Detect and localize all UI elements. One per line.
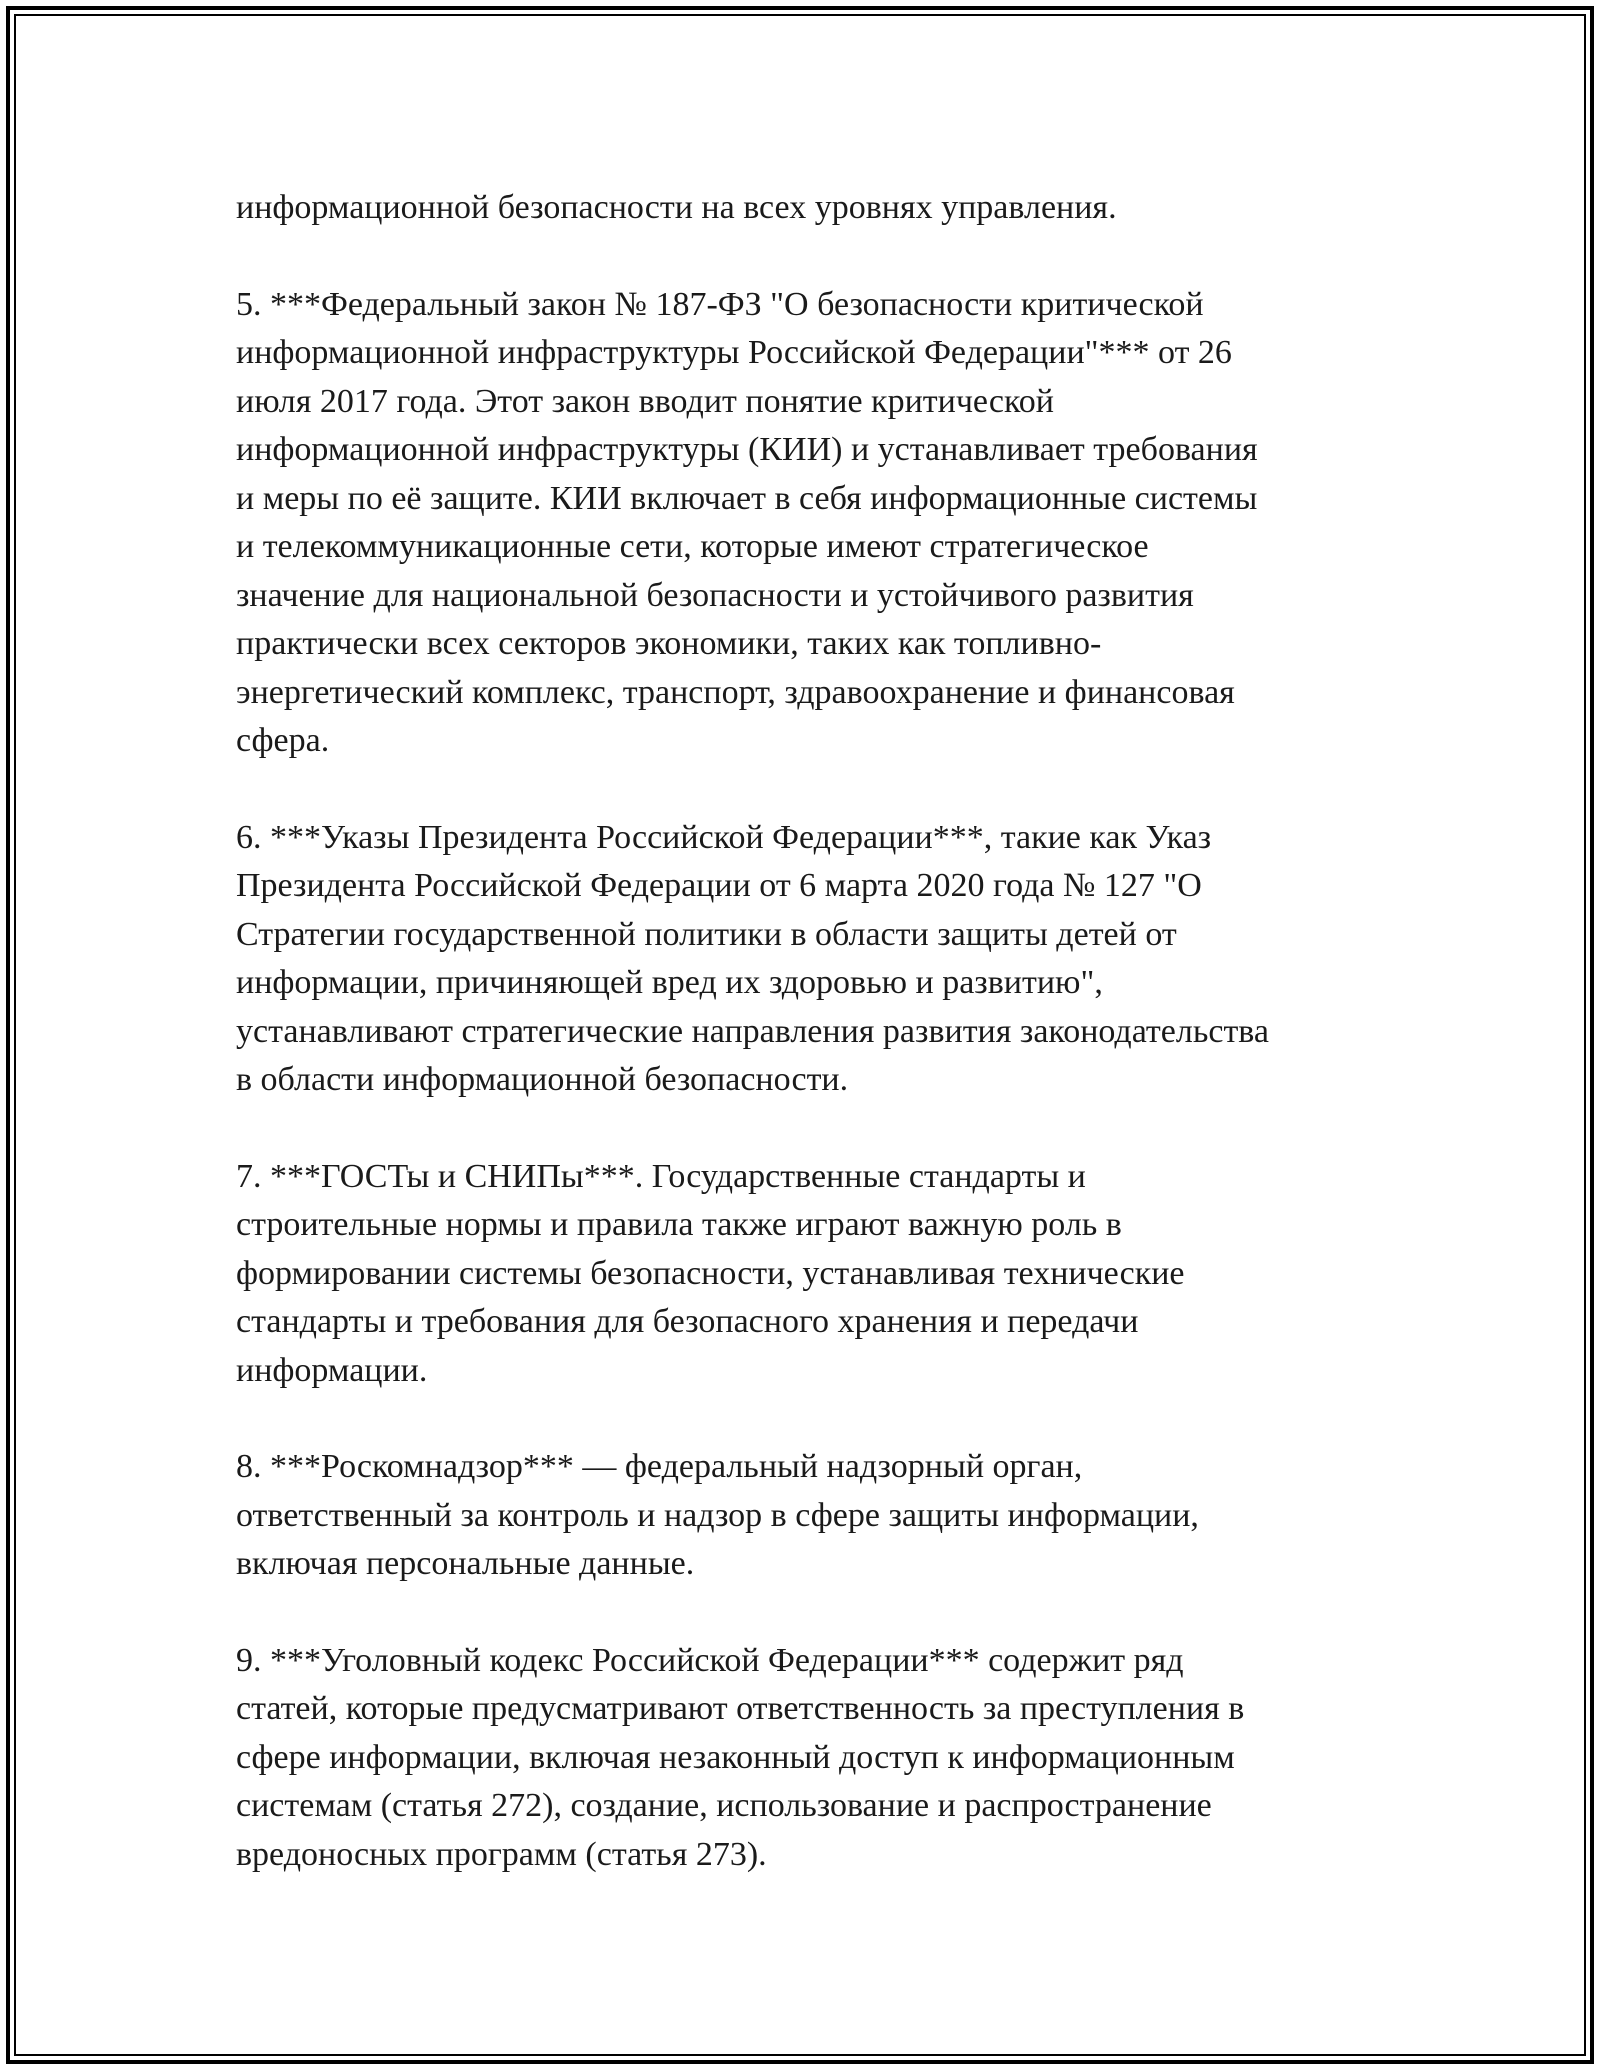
- paragraph-item-9: 9. ***Уголовный кодекс Российской Федерации*** содержит ряд статей, которые предусматривают ответственность за преступления в сфере информации, включая незаконный доступ к информационным системам (статья 272), создание, использование и распространение вредоносных программ (статья 273).: [236, 1641, 1245, 1873]
- paragraph-item-8: 8. ***Роскомнадзор*** — федеральный надзорный орган, ответственный за контроль и надзор в сфере защиты информации, включая персональные данные.: [236, 1448, 1199, 1582]
- paragraph-item-6: 6. ***Указы Президента Российской Федерации***, такие как Указ Президента Российской Федерации от 6 марта 2020 года № 127 "О Стратегии государственной политики в области защиты детей от информации, причиняющей вред их здоровью и развитию", устанавливают стратегические направления развития законодательства в области информационной безопасности.: [236, 818, 1269, 1098]
- document-body: [236, 184, 1366, 1879]
- paragraph-item-7: 7. ***ГОСТы и СНИПы***. Государственные стандарты и строительные нормы и правила также играют важную роль в формировании системы безопасности, устанавливая технические стандарты и требования для безопасного хранения и передачи информации.: [236, 1157, 1185, 1389]
- paragraph-item-5: 5. ***Федеральный закон № 187-ФЗ "О безопасности критической информационной инфраструктуры Российской Федерации"*** от 26 июля 2017 года. Этот закон вводит понятие критической информационной инфраструктуры (КИИ) и устанавливает требования и меры по её защите. КИИ включает в себя информационные системы и телекоммуникационные сети, которые имеют стратегическое значение для национальной безопасности и устойчивого развития практически всех секторов экономики, таких как топливно- энергетический комплекс, транспорт, здравоохранение и финансовая сфера.: [236, 285, 1258, 759]
- paragraph-continuation: информационной безопасности на всех уровнях управления.: [236, 189, 1117, 226]
